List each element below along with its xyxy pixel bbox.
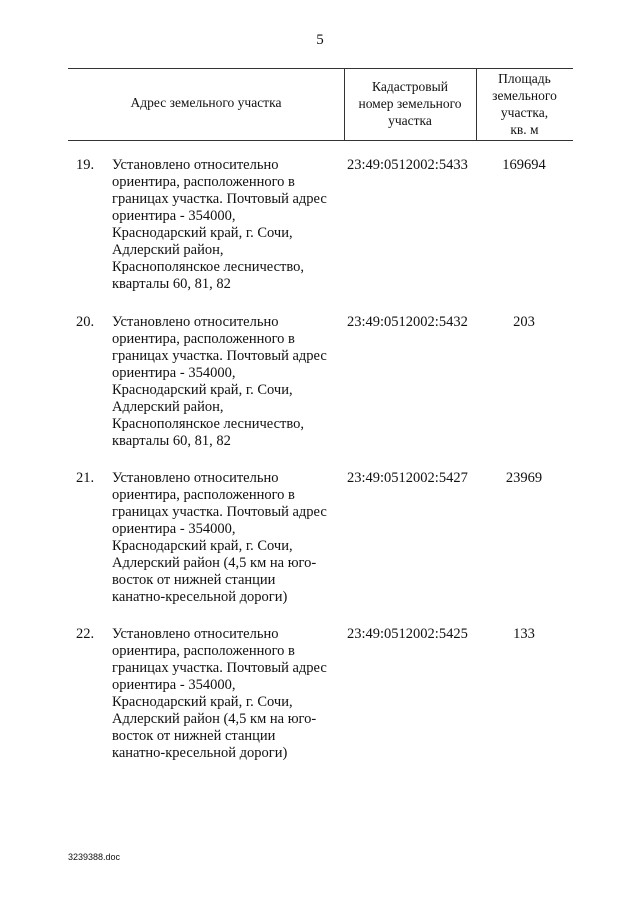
address-line: восток от нижней станции <box>112 572 276 588</box>
address-line: канатно-кресельной дороги) <box>112 589 288 605</box>
address-line: Краснодарский край, г. Сочи, <box>112 225 293 241</box>
address-line: ориентира - 354000, <box>112 677 236 693</box>
row-number: 19. <box>76 157 95 173</box>
address-line: ориентира, расположенного в <box>112 487 295 503</box>
row-number: 20. <box>76 314 95 330</box>
address-line: ориентира - 354000, <box>112 208 236 224</box>
header-area <box>476 70 573 138</box>
row-number: 22. <box>76 626 95 642</box>
address-line: Адлерский район (4,5 км на юго- <box>112 711 317 727</box>
address-line: ориентира - 354000, <box>112 521 236 537</box>
table-header-top-rule <box>68 68 573 69</box>
row-address <box>112 470 344 606</box>
row-address <box>112 314 344 450</box>
row-address <box>112 626 344 762</box>
header-cadastral-line: Кадастровый <box>372 79 448 94</box>
address-line: Краснодарский край, г. Сочи, <box>112 694 293 710</box>
address-line: Краснополянское лесничество, <box>112 259 304 275</box>
address-line: ориентира, расположенного в <box>112 174 295 190</box>
header-cadastral-line: участка <box>388 113 432 128</box>
address-line: ориентира, расположенного в <box>112 643 295 659</box>
row-area: 133 <box>513 626 535 642</box>
address-line: Адлерский район, <box>112 242 224 258</box>
row-area: 169694 <box>502 157 546 173</box>
header-area-line: земельного <box>492 88 557 103</box>
address-line: границах участка. Почтовый адрес <box>112 191 327 207</box>
header-area-line: кв. м <box>510 122 539 137</box>
address-line: ориентира - 354000, <box>112 365 236 381</box>
address-line: Установлено относительно <box>112 157 279 173</box>
header-cadastral <box>344 78 476 129</box>
address-line: кварталы 60, 81, 82 <box>112 276 231 292</box>
header-area-line: Площадь <box>498 71 551 86</box>
address-line: ориентира, расположенного в <box>112 331 295 347</box>
header-address: Адрес земельного участка <box>130 95 282 110</box>
table-header-bottom-rule <box>68 140 573 141</box>
address-line: границах участка. Почтовый адрес <box>112 660 327 676</box>
header-area-line: участка, <box>500 105 549 120</box>
row-address <box>112 157 344 293</box>
address-line: Адлерский район, <box>112 399 224 415</box>
address-line: Краснодарский край, г. Сочи, <box>112 382 293 398</box>
address-line: канатно-кресельной дороги) <box>112 745 288 761</box>
address-line: восток от нижней станции <box>112 728 276 744</box>
address-line: Адлерский район (4,5 км на юго- <box>112 555 317 571</box>
row-cadastral-number: 23:49:0512002:5427 <box>347 470 468 486</box>
address-line: Установлено относительно <box>112 314 279 330</box>
row-cadastral-number: 23:49:0512002:5425 <box>347 626 468 642</box>
row-number: 21. <box>76 470 95 486</box>
row-cadastral-number: 23:49:0512002:5432 <box>347 314 468 330</box>
address-line: Установлено относительно <box>112 470 279 486</box>
address-line: Краснодарский край, г. Сочи, <box>112 538 293 554</box>
address-line: Установлено относительно <box>112 626 279 642</box>
footer-filename: 3239388.doc <box>68 852 121 862</box>
header-cadastral-line: номер земельного <box>358 96 462 111</box>
address-line: Краснополянское лесничество, <box>112 416 304 432</box>
address-line: границах участка. Почтовый адрес <box>112 348 327 364</box>
address-line: кварталы 60, 81, 82 <box>112 433 231 449</box>
row-cadastral-number: 23:49:0512002:5433 <box>347 157 468 173</box>
address-line: границах участка. Почтовый адрес <box>112 504 327 520</box>
row-area: 203 <box>513 314 535 330</box>
row-area: 23969 <box>505 470 543 486</box>
page-number: 5 <box>316 32 324 48</box>
